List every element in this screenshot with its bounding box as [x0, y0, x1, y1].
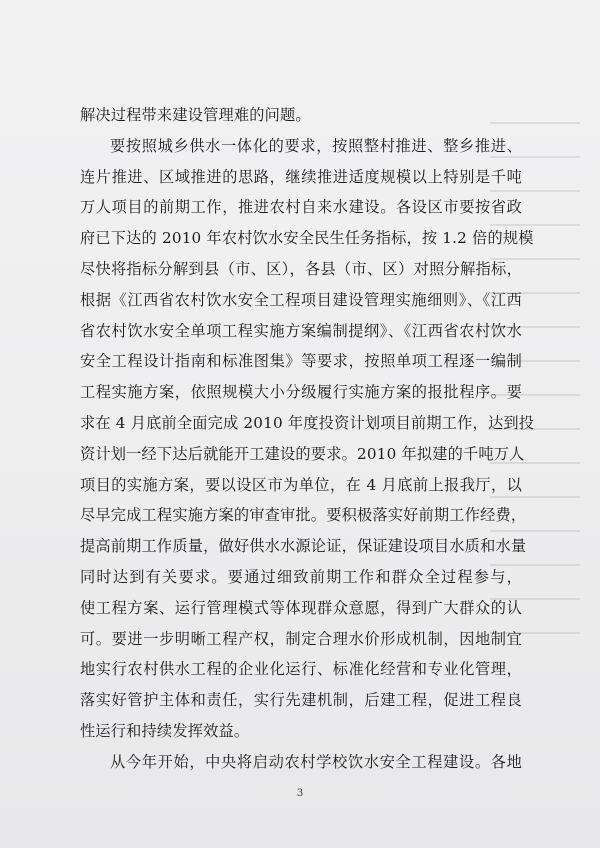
text-line: 性运行和持续发挥效益。 [80, 721, 250, 740]
text-line: 求在 4 月底前全面完成 2010 年度投资计划项目前期工作，达到投 [80, 413, 535, 432]
text-line: 府已下达的 2010 年农村饮水安全民生任务指标，按 1.2 倍的规模 [80, 229, 534, 248]
text-line: 根据《江西省农村饮水安全工程项目建设管理实施细则》、《江西 [80, 290, 522, 309]
text-line: 万人项目的前期工作，推进农村自来水建设。各设区市要按省政 [80, 198, 522, 217]
text-line: 连片推进、区域推进的思路，继续推进适度规模以上特别是千吨 [80, 167, 522, 186]
text-line: 尽早完成工程实施方案的审查审批。要积极落实好前期工作经费， [80, 506, 527, 525]
text-line: 尽快将指标分解到县（市、区），各县（市、区）对照分解指标， [80, 259, 522, 278]
text-line: 落实好管护主体和责任，实行先建机制，后建工程，促进工程良 [80, 691, 522, 710]
body-text [80, 100, 535, 778]
text-line: 同时达到有关要求。要通过细致前期工作和群众全过程参与， [80, 567, 522, 586]
text-line: 要按照城乡供水一体化的要求，按照整村推进、整乡推进、 [110, 136, 522, 155]
text-line: 可。要进一步明晰工程产权，制定合理水价形成机制，因地制宜 [80, 629, 522, 648]
page-number: 3 [296, 788, 304, 799]
text-line: 解决过程带来建设管理难的问题。 [80, 106, 311, 124]
text-line: 工程实施方案，依照规模大小分级履行实施方案的报批程序。要 [80, 383, 522, 402]
text-line: 提高前期工作质量，做好供水水源论证，保证建设项目水质和水量 [80, 537, 527, 556]
text-line: 项目的实施方案，要以设区市为单位，在 4 月底前上报我厅，以 [80, 475, 522, 494]
text-line: 地实行农村供水工程的企业化运行、标准化经营和专业化管理， [80, 660, 522, 679]
text-line: 省农村饮水安全单项工程实施方案编制提纲》、《江西省农村饮水 [80, 321, 522, 340]
text-line: 使工程方案、运行管理模式等体现群众意愿，得到广大群众的认 [80, 598, 522, 617]
text-line: 从今年开始，中央将启动农村学校饮水安全工程建设。各地 [110, 752, 522, 771]
text-line: 资计划一经下达后就能开工建设的要求。2010 年拟建的千吨万人 [80, 444, 525, 463]
text-line: 安全工程设计指南和标准图集》等要求，按照单项工程逐一编制 [80, 352, 522, 371]
